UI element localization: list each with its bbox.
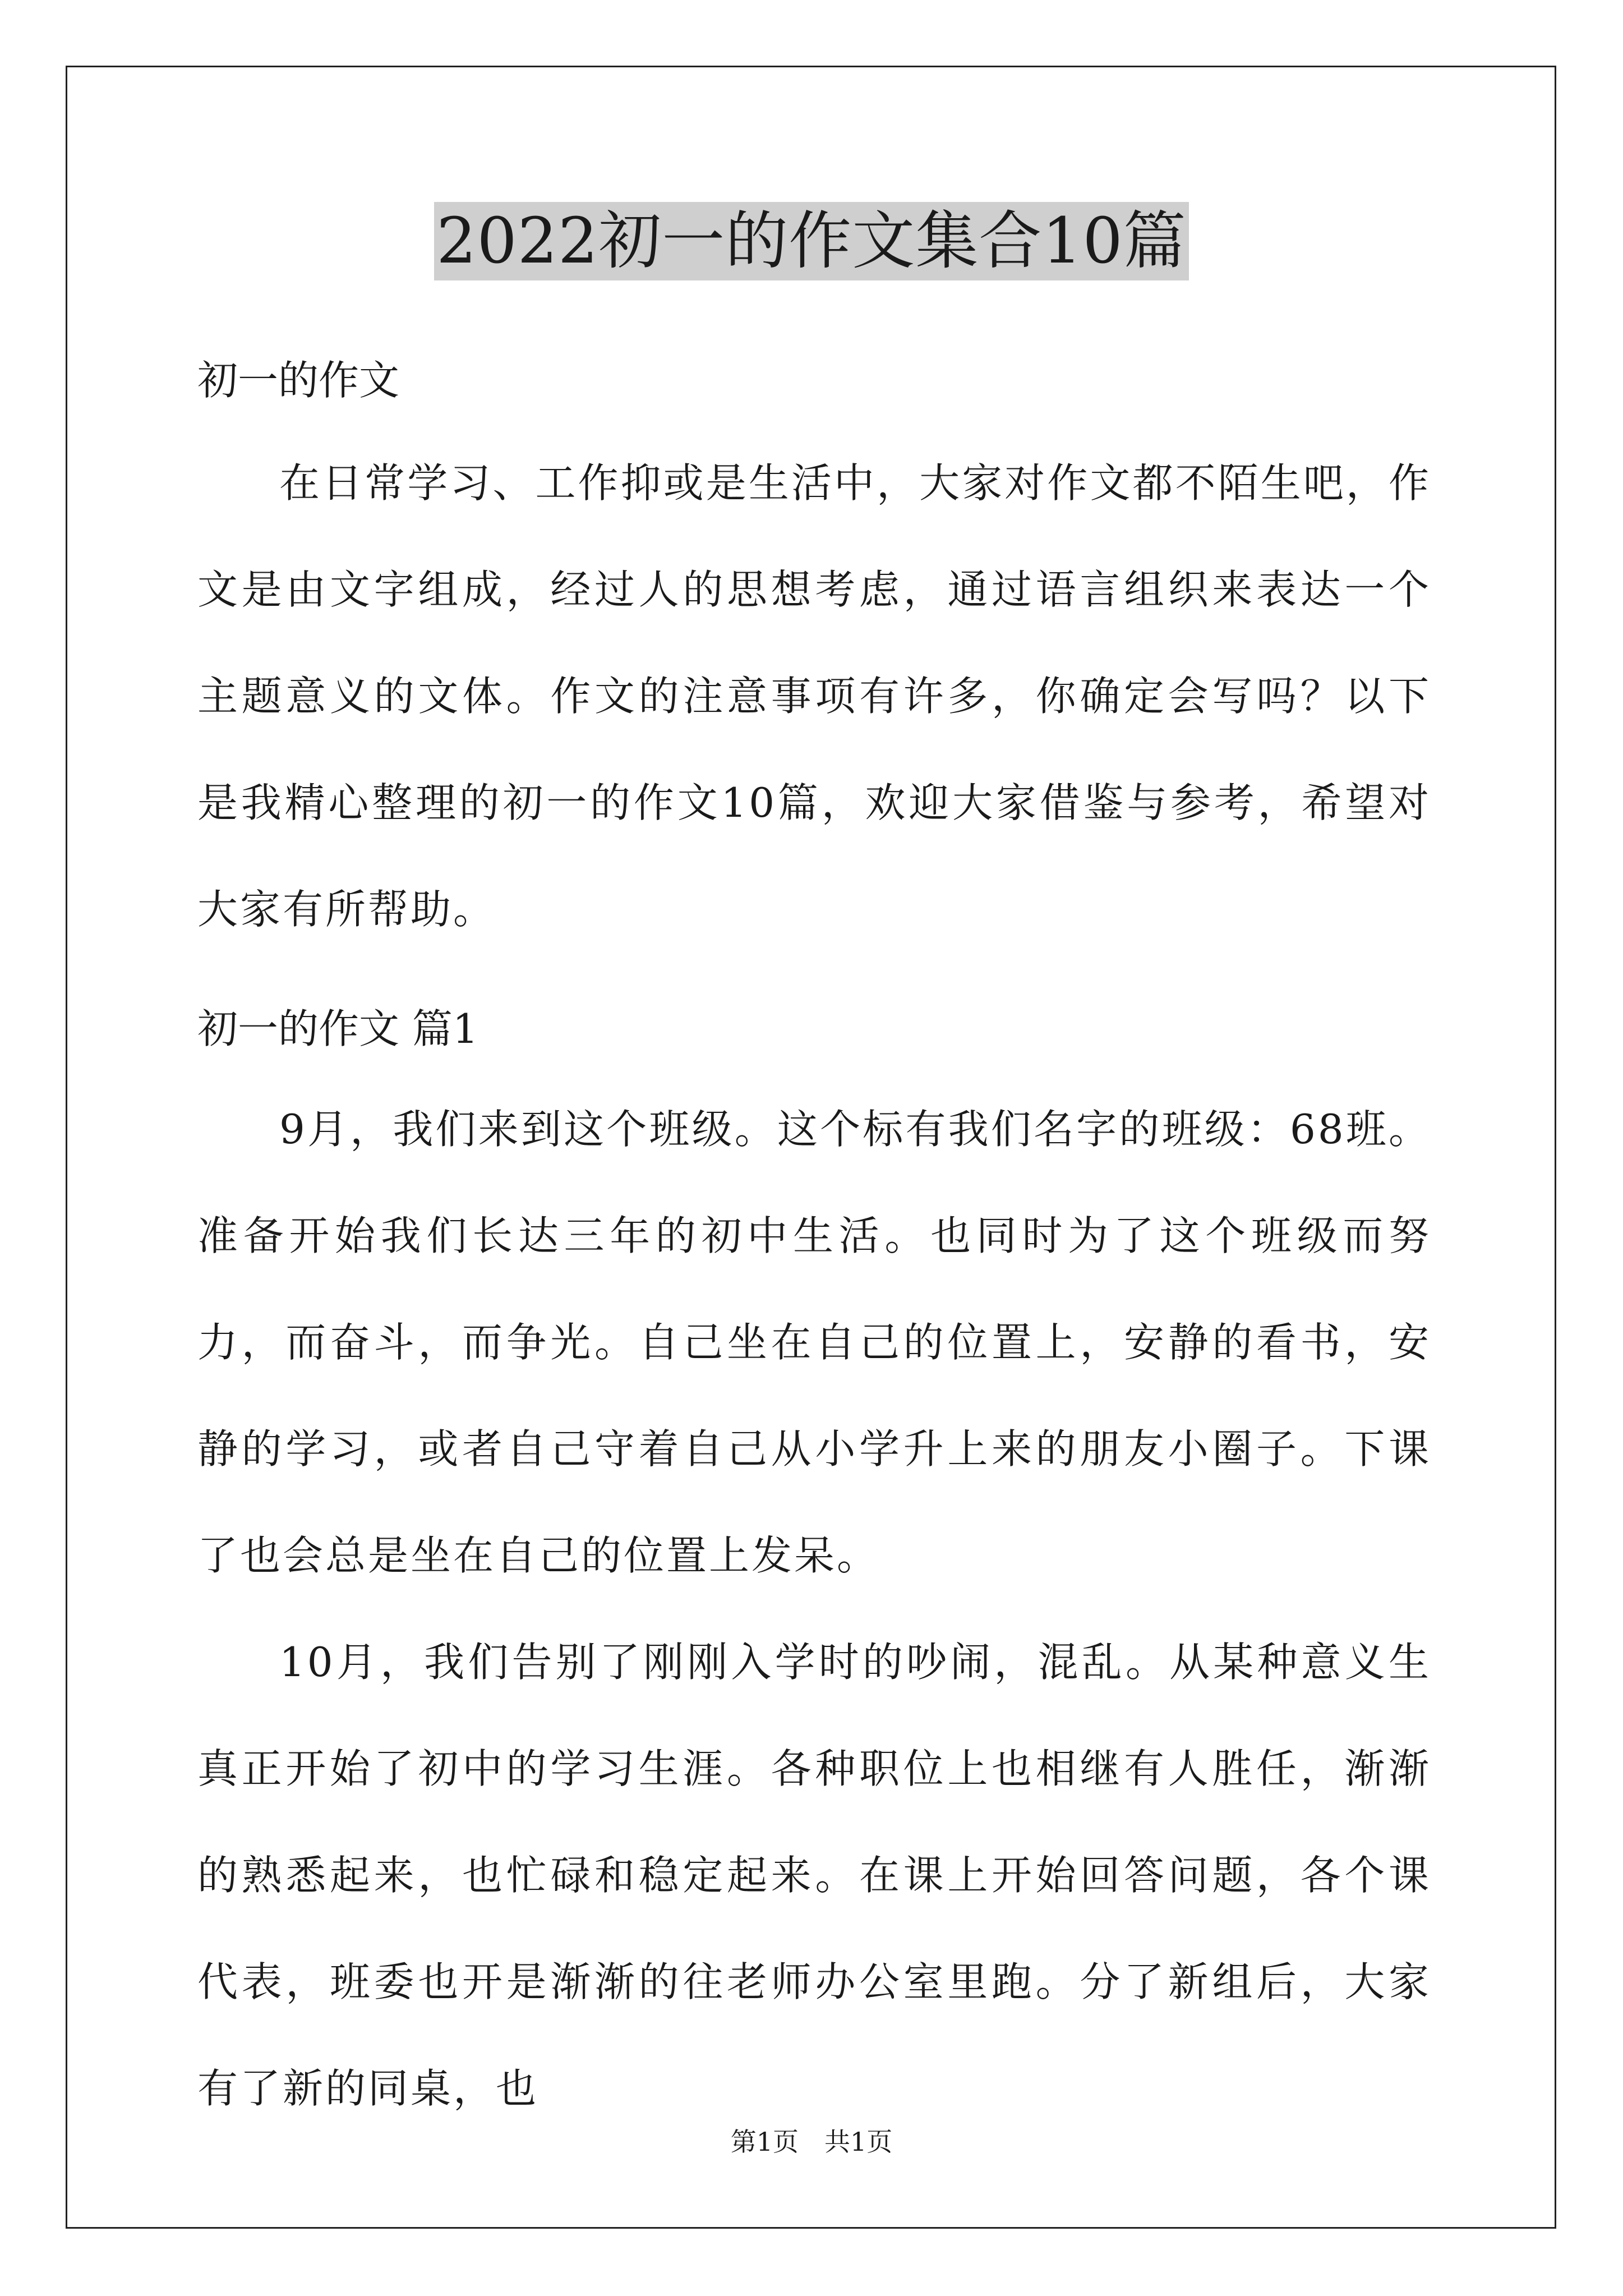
intro-heading: 初一的作文: [197, 357, 400, 404]
section-paragraph: 9月，我们来到这个班级。这个标有我们名字的班级：68班。准备开始我们长达三年的初中生活。也同时为了这个班级而努力，而奋斗，而争光。自己坐在自己的位置上，安静的看书，安静的学习，或者自己守着自己从小学升上来的朋友小圈子。下课了也会总是坐在自己的位置上发呆。: [197, 1106, 1431, 1579]
title-container: [0, 202, 1623, 280]
section-paragraph: 10月，我们告别了刚刚入学时的吵闹，混乱。从某种意义生真正开始了初中的学习生涯。各种职位上也相继有人胜任，渐渐的熟悉起来，也忙碌和稳定起来。在课上开始回答问题，各个课代表，班委也开是渐渐的往老师办公室里跑。分了新组后，大家有了新的同桌，也: [197, 1639, 1431, 2112]
document-title: 2022初一的作文集合10篇: [434, 202, 1189, 280]
section-heading: 初一的作文 篇1: [197, 1005, 478, 1052]
intro-paragraph: 在日常学习、工作抑或是生活中，大家对作文都不陌生吧，作文是由文字组成，经过人的思想考虑，通过语言组织来表达一个主题意义的文体。作文的注意事项有许多，你确定会写吗？以下是我精心整理的初一的作文10篇，欢迎大家借鉴与参考，希望对大家有所帮助。: [197, 459, 1431, 933]
page-footer: 第1页 共1页: [730, 2127, 893, 2157]
